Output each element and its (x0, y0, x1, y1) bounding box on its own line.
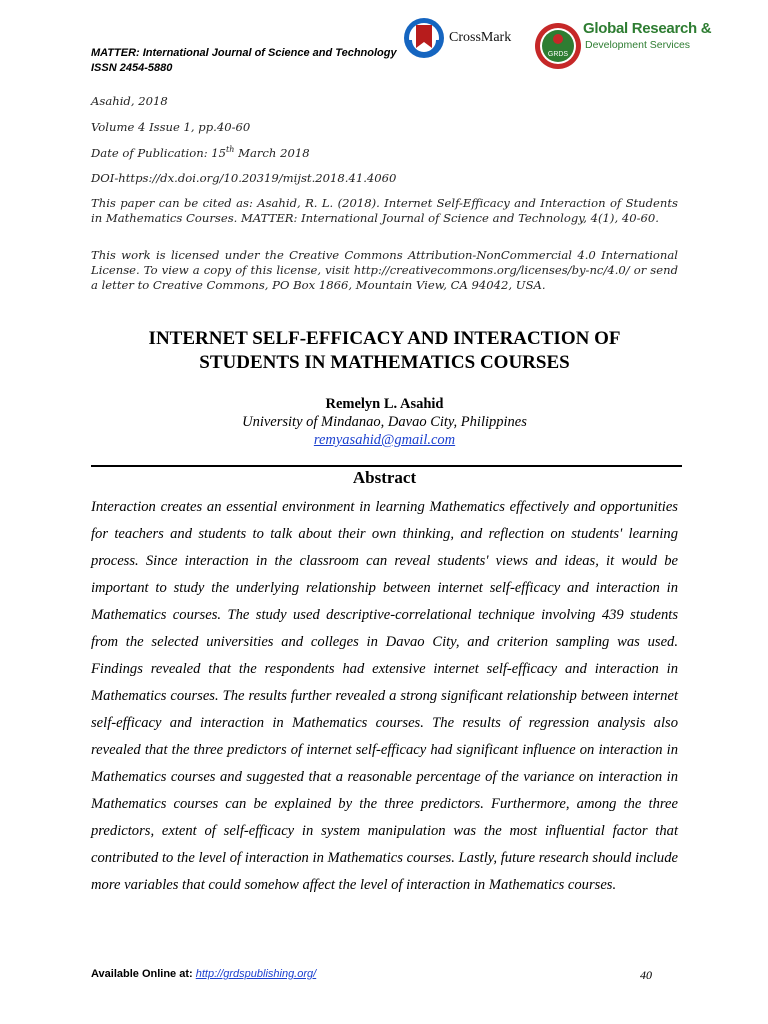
title-line-1: INTERNET SELF-EFFICACY AND INTERACTION OF (148, 328, 621, 349)
journal-name: MATTER: International Journal of Science and Technology (91, 47, 397, 59)
grds-subtitle: Development Services (585, 39, 691, 51)
crossmark-icon (402, 16, 446, 60)
footer-url-link[interactable]: http://grdspublishing.org/ (195, 968, 317, 980)
journal-header (91, 46, 397, 76)
grds-title: Global Research & (583, 20, 712, 37)
author-email-block (91, 432, 678, 449)
doi-link[interactable]: DOI-https://dx.doi.org/10.20319/mijst.2018.41.4060 (91, 171, 397, 185)
citation-text: This paper can be cited as: Asahid, R. L. (2018). Internet Self-Efficacy and Interaction of Students in Mathematics Courses. MATTER: International Journal of Science and Technology, 4(1), 40-60. (91, 196, 678, 225)
publication-date: Date of Publication: 15th March 2018 (91, 145, 310, 160)
abstract-body: Interaction creates an essential environment in learning Mathematics effectively and opportunities for teachers and students to talk about their own thinking, and reflection on students' learning process. Since interaction in the classroom can reveal students' views and ideas, it would be important to study the underlying relationship between internet self-efficacy and interaction in Mathematics courses. The study used descriptive-correlational technique involving 439 students from the selected universities and colleges in Davao City, and criterion sampling was used. Findings revealed that the respondents had extensive internet self-efficacy and interaction in Mathematics courses. The results further revealed a strong significant relationship between internet self-efficacy and interaction in Mathematics courses. The results of regression analysis also revealed that the three predictors of internet self-efficacy had significant influence on interaction in Mathematics courses and suggested that a reasonable percentage of the variance on interaction in Mathematics courses can be explained by the three predictors. Furthermore, among the three predictors, extent of self-efficacy in system manipulation was the most influential factor that contributed to the level of interaction in Mathematics courses. Lastly, future research should include more variables that could somehow affect the level of interaction in Mathematics courses. (91, 499, 678, 893)
author-affiliation: University of Mindanao, Davao City, Philippines (242, 414, 527, 430)
author-year: Asahid, 2018 (91, 94, 168, 108)
paper-title (91, 327, 678, 375)
abstract-heading: Abstract (352, 468, 417, 487)
crossmark-label: CrossMark (449, 30, 512, 45)
grds-seal-icon (533, 10, 583, 82)
footer-label: Available Online at: (91, 968, 196, 980)
crossmark-logo[interactable] (402, 16, 530, 60)
page-number: 40 (640, 968, 652, 982)
section-divider (91, 465, 682, 467)
footer-availability (91, 968, 316, 980)
grds-seal-text: GRDS (547, 51, 569, 58)
volume-issue: Volume 4 Issue 1, pp.40-60 (91, 120, 251, 134)
grds-logo (533, 10, 712, 82)
title-line-2: STUDENTS IN MATHEMATICS COURSES (199, 352, 570, 373)
author-email-link[interactable]: remyasahid@gmail.com (313, 432, 456, 448)
author-name: Remelyn L. Asahid (325, 396, 444, 412)
journal-issn: ISSN 2454-5880 (91, 62, 173, 74)
license-text: This work is licensed under the Creative Commons Attribution-NonCommercial 4.0 International License. To view a copy of this license, visit http://creativecommons.org/licenses/by-nc/4.0/ or send a letter to Creative Commons, PO Box 1866, Mountain View, CA 94042, USA. (91, 248, 678, 292)
